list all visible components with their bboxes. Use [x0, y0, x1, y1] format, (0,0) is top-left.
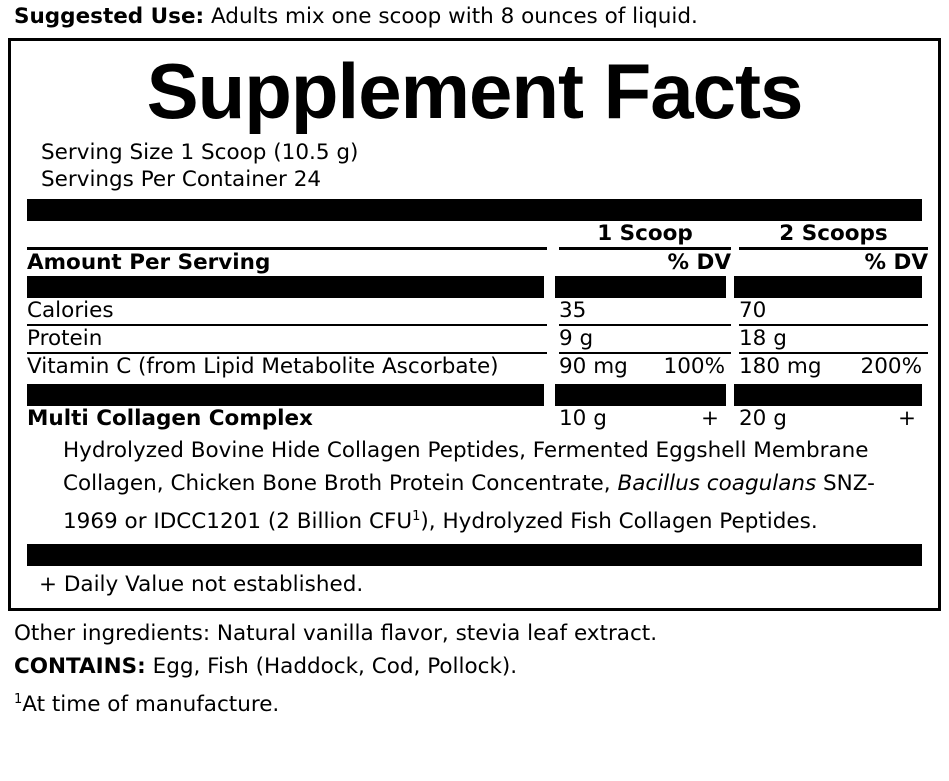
value-dv: +	[897, 406, 916, 431]
nutrient-rows-table	[27, 298, 928, 380]
page-title: Supplement Facts	[146, 47, 803, 135]
other-ingredients: Other ingredients: Natural vanilla flavor, stevia leaf extract.	[14, 621, 658, 647]
bar-seg-desc	[27, 276, 544, 298]
divider-bar-bottom	[27, 544, 922, 566]
value-dv: 100%	[663, 354, 725, 379]
bar-gap	[544, 384, 556, 406]
ingredients-part1: Hydrolyzed Bovine Hide Collagen Peptides, Fermented Eggshell Membrane Collagen, Chicken Bone Broth Protein Concentrate,	[63, 438, 869, 496]
serving-info	[27, 139, 922, 193]
complex-value-scoop1	[559, 406, 731, 432]
divider-bar-top	[27, 199, 922, 221]
divider-bar-segmented-2	[27, 384, 922, 406]
table-row-complex	[27, 406, 928, 432]
gap-cell	[731, 221, 739, 247]
complex-ingredient-list	[27, 432, 922, 544]
nutrient-value-scoop1	[559, 325, 731, 353]
table-row	[27, 298, 928, 325]
value-amount: 180 mg	[739, 354, 822, 379]
below-panel-text	[0, 611, 949, 721]
suggested-use-label: Suggested Use:	[14, 4, 205, 29]
value-amount: 10 g	[559, 406, 607, 431]
serving-size: Serving Size 1 Scoop (10.5 g)	[41, 140, 359, 165]
bar-gap	[726, 384, 734, 406]
gap-cell	[731, 353, 739, 380]
value-amount: 70	[739, 298, 767, 323]
complex-name: Multi Collagen Complex	[27, 406, 313, 431]
gap-cell	[547, 298, 559, 325]
bar-seg-scoop1	[555, 276, 726, 298]
complex-value-scoop2	[739, 406, 928, 432]
gap-cell	[731, 325, 739, 353]
suggested-use-text: Adults mix one scoop with 8 ounces of liquid.	[210, 4, 698, 29]
value-amount: 35	[559, 298, 587, 323]
nutrient-value-scoop1	[559, 353, 731, 380]
ingredients-footnote-marker: 1	[412, 509, 421, 524]
amount-per-serving-label: Amount Per Serving	[27, 250, 271, 275]
divider-bar-segmented-1	[27, 276, 922, 298]
ingredients-part3: ), Hydrolyzed Fish Collagen Peptides.	[420, 509, 818, 535]
value-amount: 9 g	[559, 326, 594, 351]
value-amount: 90 mg	[559, 354, 628, 379]
table-row	[27, 353, 928, 380]
table-row-column-headers	[27, 221, 928, 247]
manufacture-footnote-text: At time of manufacture.	[22, 692, 280, 718]
bar-seg-scoop1	[555, 384, 726, 406]
nutrition-table	[27, 221, 928, 276]
dv-header-scoop2: % DV	[864, 250, 928, 275]
daily-value-footnote: + Daily Value not established.	[39, 572, 364, 598]
gap-cell	[547, 353, 559, 380]
value-amount: 18 g	[739, 326, 787, 351]
empty-cell	[27, 221, 547, 247]
supplement-facts-panel	[8, 38, 941, 611]
nutrient-value-scoop1	[559, 298, 731, 325]
gap-cell	[731, 406, 739, 432]
nutrient-value-scoop2	[739, 325, 928, 353]
header-scoop1: 1 Scoop	[597, 221, 693, 246]
contains-label: CONTAINS:	[14, 654, 146, 680]
nutrient-name: Vitamin C (from Lipid Metabolite Ascorbate)	[27, 354, 499, 379]
nutrient-value-scoop2	[739, 298, 928, 325]
gap-cell	[731, 249, 739, 277]
nutrient-name: Calories	[27, 298, 547, 325]
bar-seg-scoop2	[734, 276, 922, 298]
nutrient-name: Protein	[27, 325, 547, 353]
gap-cell	[731, 298, 739, 325]
contains-text: Egg, Fish (Haddock, Cod, Pollock).	[152, 654, 518, 680]
nutrient-value-scoop2	[739, 353, 928, 380]
bar-seg-desc	[27, 384, 544, 406]
servings-per-container: Servings Per Container 24	[41, 167, 322, 192]
value-dv: +	[700, 406, 719, 431]
contains-line	[14, 650, 949, 683]
gap-cell	[547, 325, 559, 353]
header-scoop2: 2 Scoops	[779, 221, 888, 246]
bar-seg-scoop2	[734, 384, 922, 406]
bar-gap	[726, 276, 734, 298]
bar-gap	[544, 276, 556, 298]
value-amount: 20 g	[739, 406, 787, 431]
gap-cell	[547, 249, 559, 277]
collagen-complex-table	[27, 406, 928, 432]
gap-cell	[547, 406, 559, 432]
table-row	[27, 325, 928, 353]
ingredients-part2: SNZ-1969 or IDCC1201 (2 Billion CFU	[63, 471, 875, 535]
table-row-amount-header	[27, 249, 928, 277]
ingredients-italic-species: Bacillus coagulans	[617, 471, 817, 496]
value-dv: 200%	[860, 354, 922, 379]
manufacture-footnote-marker: 1	[14, 692, 23, 708]
gap-cell	[547, 221, 559, 247]
manufacture-footnote	[14, 683, 949, 721]
dv-header-scoop1: % DV	[667, 250, 731, 275]
suggested-use-line	[0, 0, 949, 38]
